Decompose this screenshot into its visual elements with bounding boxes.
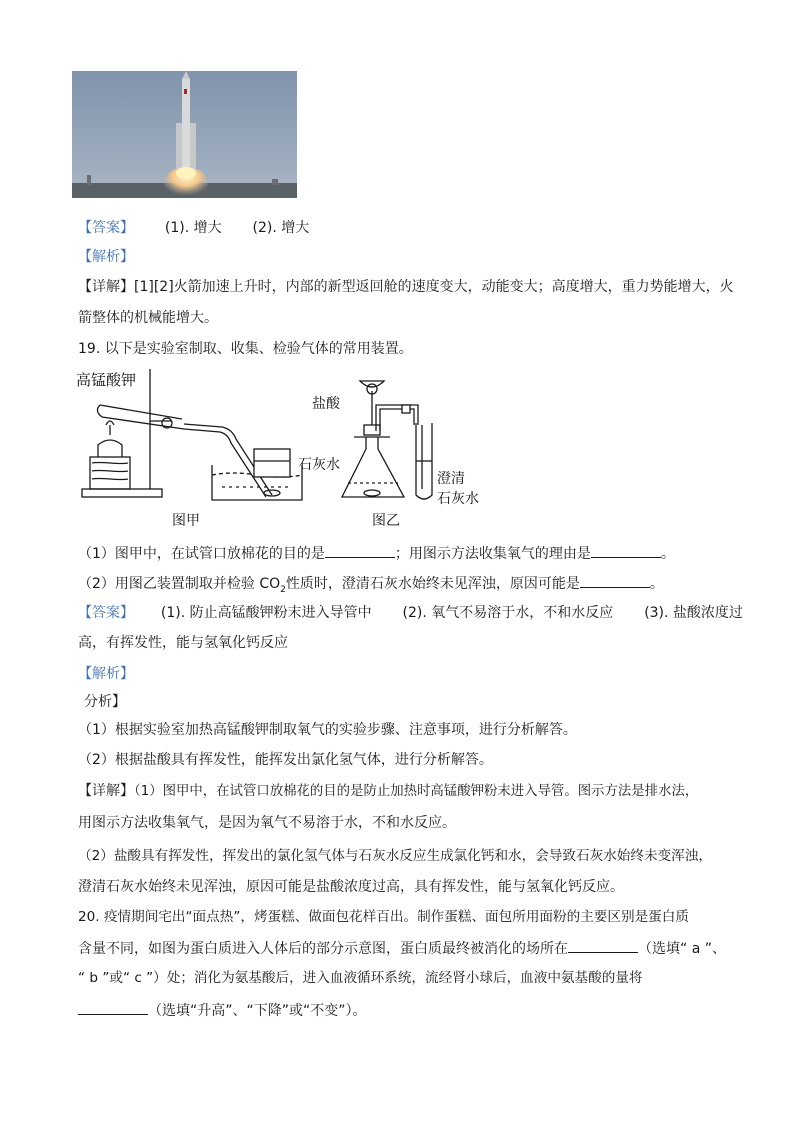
analysis-subtag: 分析】: [84, 694, 126, 710]
label-hcl: 盐酸: [312, 396, 340, 412]
detail-text: [1][2]火箭加速上升时，内部的新型返回舱的速度变大，动能变大；高度增大，重力势能增大，火: [134, 279, 734, 295]
answer-item: (3). 盐酸浓度过: [644, 605, 743, 621]
question-part-1-mid: ；用图示方法收集氧气的理由是: [394, 546, 591, 562]
detail-tag: 【详解】: [78, 783, 134, 799]
detail-text: 澄清石灰水始终未见浑浊，原因可能是盐酸浓度过高，具有挥发性，能与氢氧化钙反应。: [78, 879, 624, 895]
punctuation: 。: [660, 546, 675, 562]
answer-blank: [568, 938, 638, 953]
question-stem: 以下是实验室制取、收集、检验气体的常用装置。: [104, 341, 413, 357]
label-limestone: 石灰水: [298, 457, 340, 473]
question-part-2-post: 性质时，澄清石灰水始终未见浑浊，原因可能是: [285, 576, 580, 592]
analysis-tag: 【解析】: [78, 666, 134, 682]
label-clear: 澄清: [437, 471, 465, 487]
rocket-photo: [72, 71, 297, 198]
answer-item: (2). 增大: [252, 220, 310, 236]
question-20-text: （选填“ a ”、: [638, 941, 726, 957]
detail-text: （2）盐酸具有挥发性，挥发出的氯化氢气体与石灰水反应生成氯化钙和水，会导致石灰水始终未变浑浊，: [78, 848, 712, 864]
label-kmno4: 高锰酸钾: [76, 371, 137, 389]
question-part-1: （1）图甲中，在试管口放棉花的目的是: [78, 546, 325, 562]
answer-item-cont: 高，有挥发性，能与氢氧化钙反应: [78, 635, 288, 651]
answer-blank: [325, 543, 395, 558]
question-part-2: （2）用图乙装置制取并检验 CO: [78, 576, 281, 592]
punctuation: 。: [649, 576, 664, 592]
answer-tag: 【答案】: [78, 220, 134, 236]
label-limewater: 石灰水: [437, 491, 479, 507]
label-fig-a: 图甲: [172, 513, 200, 529]
question-20-text: 含量不同，如图为蛋白质进入人体后的部分示意图，蛋白质最终被消化的场所在: [78, 941, 568, 957]
answer-blank: [580, 573, 650, 588]
subscript: 2: [280, 584, 286, 595]
answer-tag: 【答案】: [78, 605, 134, 621]
question-20-text: “ b ”或“ c ”）处；消化为氨基酸后，进入血液循环系统，流经肾小球后，血液中氨基酸的量将: [78, 970, 643, 986]
label-fig-b: 图乙: [372, 513, 400, 529]
question-20-text: 20. 疫情期间宅出“面点热”，烤蛋糕、做面包花样百出。制作蛋糕、面包所用面粉的主要区别是蛋白质: [78, 909, 689, 925]
analysis-text: （1）根据实验室加热高锰酸钾制取氧气的实验步骤、注意事项，进行分析解答。: [78, 722, 577, 738]
answer-blank: [78, 1000, 148, 1015]
question-20-text: （选填“升高”、“下降”或“不变”）。: [148, 1003, 367, 1019]
detail-tag: 【详解】: [78, 279, 134, 295]
answer-blank: [591, 543, 661, 558]
answer-item: (1). 增大: [164, 220, 222, 236]
question-number: 19.: [78, 341, 101, 357]
analysis-text: （2）根据盐酸具有挥发性，能挥发出氯化氢气体，进行分析解答。: [78, 752, 493, 768]
detail-text: 用图示方法收集氧气，是因为氧气不易溶于水，不和水反应。: [78, 815, 456, 831]
detail-text: 箭整体的机械能增大。: [78, 310, 218, 326]
answer-item: (1). 防止高锰酸钾粉末进入导管中: [160, 605, 372, 621]
detail-text: （1）图甲中，在试管口放棉花的目的是防止加热时高锰酸钾粉末进入导管。图示方法是排水法，: [134, 784, 699, 799]
apparatus-figure: [72, 365, 492, 530]
analysis-tag: 【解析】: [78, 249, 134, 265]
answer-item: (2). 氧气不易溶于水，不和水反应: [402, 605, 614, 621]
